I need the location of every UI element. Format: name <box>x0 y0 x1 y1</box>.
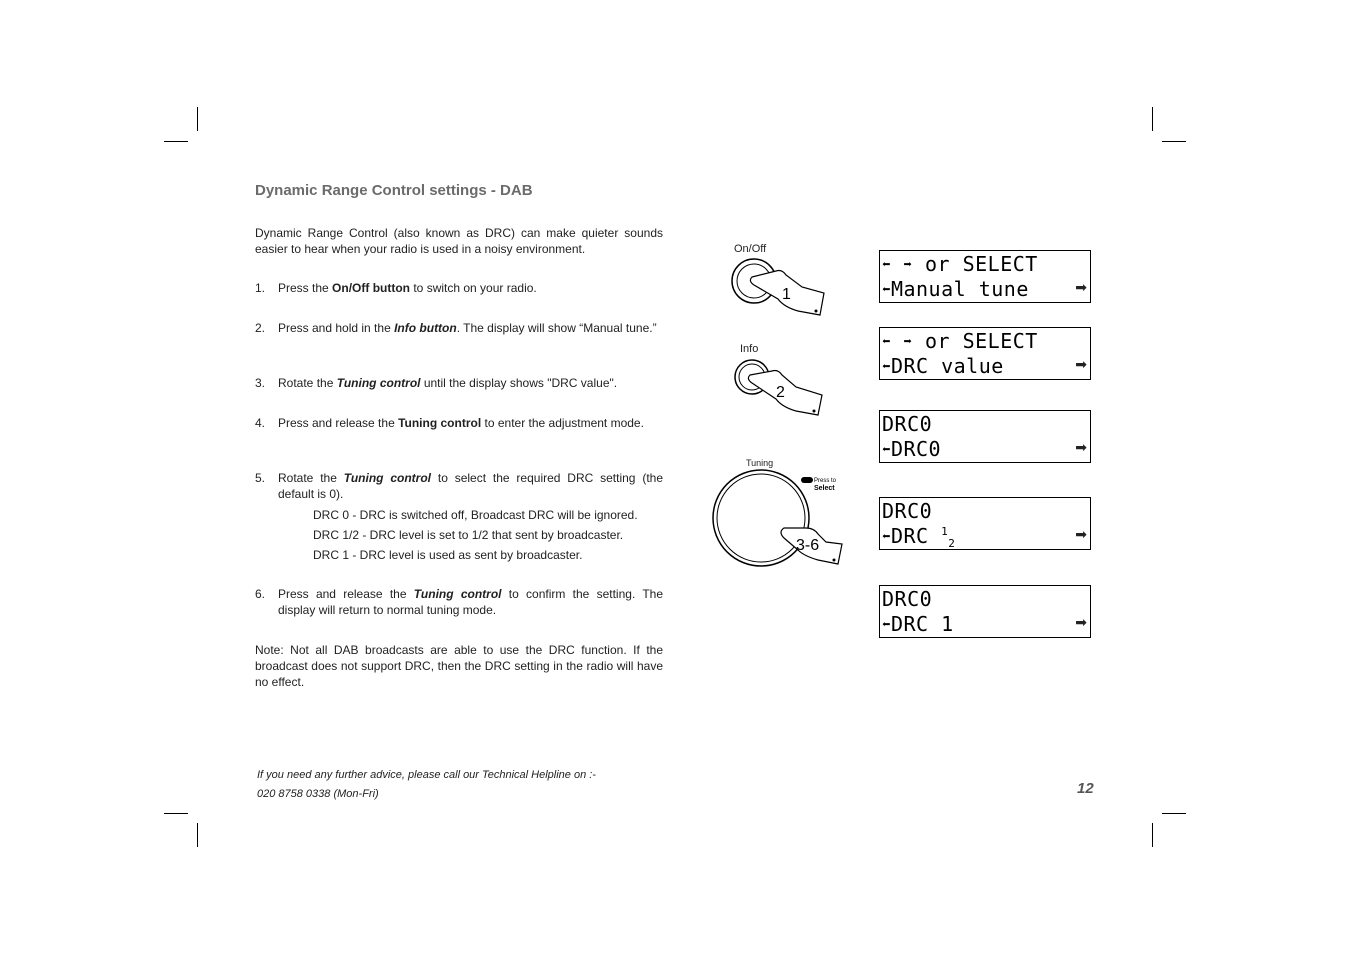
step-text: Press and release the <box>278 416 399 430</box>
step-text: Press and release the <box>278 587 414 601</box>
arrow-right-icon: ➡ <box>903 257 913 273</box>
tuning-label: Tuning <box>746 458 774 468</box>
step-number: 1. <box>255 281 266 295</box>
step-4 <box>255 416 663 432</box>
lcd-line-1: or SELECT <box>912 329 1038 353</box>
crop-mark <box>164 141 188 142</box>
arrow-right-icon: ➡ <box>903 334 913 350</box>
info-label: Info <box>740 343 759 355</box>
info-button-illustration <box>728 355 828 420</box>
step-2 <box>255 321 663 337</box>
arrow-left-icon: ⬅ <box>882 442 891 458</box>
step-text: Rotate the <box>278 376 337 390</box>
step-callout: 2 <box>776 384 785 401</box>
arrow-left-icon: ⬅ <box>882 529 891 545</box>
step-callout: 3-6 <box>796 537 820 554</box>
helpline-text: If you need any further advice, please call our Technical Helpline on :- <box>257 769 596 781</box>
crop-mark <box>197 107 198 131</box>
step-text: to enter the adjustment mode. <box>481 416 644 430</box>
step-text: to confirm the setting. The display will return to normal tuning mode. <box>278 587 663 617</box>
press-to-label: Press to <box>814 478 837 484</box>
page-title: Dynamic Range Control settings - DAB <box>255 182 533 199</box>
lcd-line-2: DRC0 <box>890 437 942 461</box>
crop-mark <box>164 813 188 814</box>
step-emphasis: Tuning control <box>336 376 421 390</box>
step-emphasis: Tuning control <box>413 587 502 601</box>
arrow-right-icon: ➡ <box>1075 279 1087 295</box>
lcd-line-1: DRC0 <box>882 499 933 523</box>
lcd-line-2: DRC <box>890 524 942 548</box>
helpline-number: 020 8758 0338 (Mon-Fri) <box>257 788 379 800</box>
onoff-button-illustration <box>724 255 834 320</box>
step-number: 6. <box>255 587 266 601</box>
arrow-right-icon: ➡ <box>1075 526 1087 542</box>
step-emphasis: Tuning control <box>343 471 432 485</box>
fraction-denominator: 2 <box>948 537 956 550</box>
step-number: 5. <box>255 471 266 485</box>
lcd-line-2: DRC value <box>890 354 1004 378</box>
lcd-display-2 <box>879 327 1091 380</box>
step-callout: 1 <box>782 286 791 303</box>
drc-option-half: DRC 1/2 - DRC level is set to 1/2 that sent by broadcaster. <box>313 528 624 542</box>
step-text: Rotate the <box>278 471 344 485</box>
tuning-control-illustration <box>706 468 856 573</box>
drc-option-0: DRC 0 - DRC is switched off, Broadcast DRC will be ignored. <box>313 508 638 522</box>
lcd-display-1 <box>879 250 1091 303</box>
step-emphasis: Tuning control <box>398 416 482 430</box>
step-number: 4. <box>255 416 266 430</box>
lcd-line-2: Manual tune <box>890 277 1029 301</box>
step-5 <box>255 471 663 502</box>
arrow-right-icon: ➡ <box>1075 439 1087 455</box>
arrow-left-icon: ⬅ <box>882 257 891 273</box>
note-paragraph: Note: Not all DAB broadcasts are able to use the DRC function. If the broadcast does not support DRC, then the DRC setting in the radio will have no effect. <box>255 643 663 689</box>
select-label: Select <box>814 485 835 492</box>
step-text: . The display will show “Manual tune.” <box>456 321 657 335</box>
step-text: Press the <box>278 281 333 295</box>
lcd-display-3 <box>879 410 1091 463</box>
arrow-left-icon: ⬅ <box>882 282 891 298</box>
onoff-label: On/Off <box>734 243 767 255</box>
lcd-line-1: or SELECT <box>912 252 1038 276</box>
step-number: 2. <box>255 321 266 335</box>
lcd-display-5 <box>879 585 1091 638</box>
step-text: to select the required DRC setting (the default is 0). <box>278 471 664 501</box>
lcd-display-4 <box>879 497 1091 550</box>
crop-mark <box>1162 813 1186 814</box>
step-3 <box>255 376 663 392</box>
arrow-left-icon: ⬅ <box>882 359 891 375</box>
crop-mark <box>1152 107 1153 131</box>
arrow-left-icon: ⬅ <box>882 334 891 350</box>
step-6 <box>255 587 663 618</box>
arrow-left-icon: ⬅ <box>882 617 891 633</box>
page-number: 12 <box>1077 780 1094 797</box>
step-1 <box>255 281 663 297</box>
step-text: to switch on your radio. <box>410 281 537 295</box>
fraction-numerator: 1 <box>941 525 949 538</box>
step-number: 3. <box>255 376 266 390</box>
arrow-right-icon: ➡ <box>1075 614 1087 630</box>
drc-option-1: DRC 1 - DRC level is used as sent by broadcaster. <box>313 548 583 562</box>
step-emphasis: Info button <box>394 321 457 335</box>
arrow-right-icon: ➡ <box>1075 356 1087 372</box>
lcd-line-1: DRC0 <box>882 412 933 436</box>
step-text: Press and hold in the <box>278 321 395 335</box>
step-emphasis: On/Off button <box>332 281 411 295</box>
crop-mark <box>197 823 198 847</box>
intro-paragraph: Dynamic Range Control (also known as DRC) can make quieter sounds easier to hear when your radio is used in a noisy environment. <box>255 226 663 256</box>
press-icon <box>801 477 813 483</box>
lcd-line-1: DRC0 <box>882 587 933 611</box>
crop-mark <box>1162 141 1186 142</box>
lcd-line-2: DRC 1 <box>890 612 954 636</box>
crop-mark <box>1152 823 1153 847</box>
step-text: until the display shows "DRC value". <box>420 376 618 390</box>
